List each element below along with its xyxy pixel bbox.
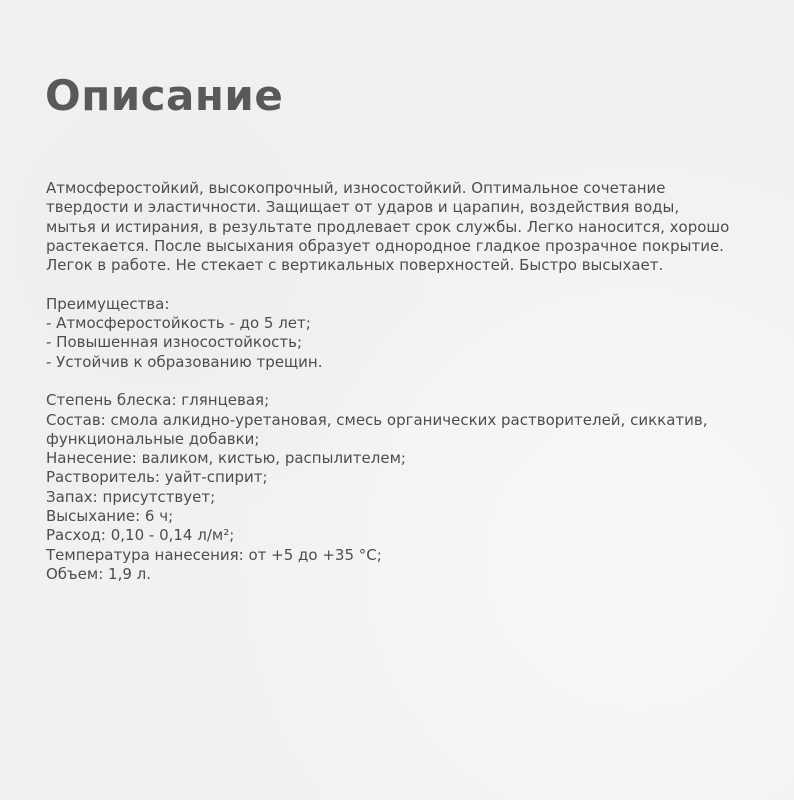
description-line: твердости и эластичности. Защищает от ударов и царапин, воздействия воды, [46, 198, 680, 217]
spec-composition-cont: функциональные добавки; [46, 429, 260, 448]
advantages-heading: Преимущества: [46, 294, 170, 313]
spec-odor: Запах: присутствует; [46, 487, 216, 506]
spec-drying: Высыхание: 6 ч; [46, 507, 174, 526]
spec-gloss: Степень блеска: глянцевая; [46, 391, 270, 410]
specs-section [46, 391, 786, 584]
spec-temperature: Температура нанесения: от +5 до +35 °С; [46, 545, 382, 564]
description-line: Атмосферостойкий, высокопрочный, износостойкий. Оптимальное сочетание [46, 179, 666, 197]
spec-consumption: Расход: 0,10 - 0,14 л/м²; [46, 526, 235, 545]
advantage-item: - Атмосферостойкость - до 5 лет; [46, 314, 311, 333]
advantage-item: - Устойчив к образованию трещин. [46, 352, 323, 371]
spec-volume: Объем: 1,9 л. [46, 564, 151, 583]
description-line: мытья и истирания, в результате продлевает срок службы. Легко наносится, хорошо [46, 217, 730, 236]
description-line: растекается. После высыхания образует однородное гладкое прозрачное покрытие. [46, 236, 724, 255]
description-body [46, 179, 786, 584]
description-paragraph [46, 179, 786, 275]
advantage-item: - Повышенная износостойкость; [46, 333, 303, 352]
spec-solvent: Растворитель: уайт-спирит; [46, 468, 268, 487]
spec-application: Нанесение: валиком, кистью, распылителем; [46, 449, 406, 468]
spec-composition: Состав: смола алкидно-уретановая, смесь органических растворителей, сиккатив, [46, 410, 708, 429]
description-line: Легок в работе. Не стекает с вертикальных поверхностей. Быстро высыхает. [46, 256, 664, 275]
advantages-section [46, 295, 786, 372]
page-title: Описание [45, 71, 284, 120]
